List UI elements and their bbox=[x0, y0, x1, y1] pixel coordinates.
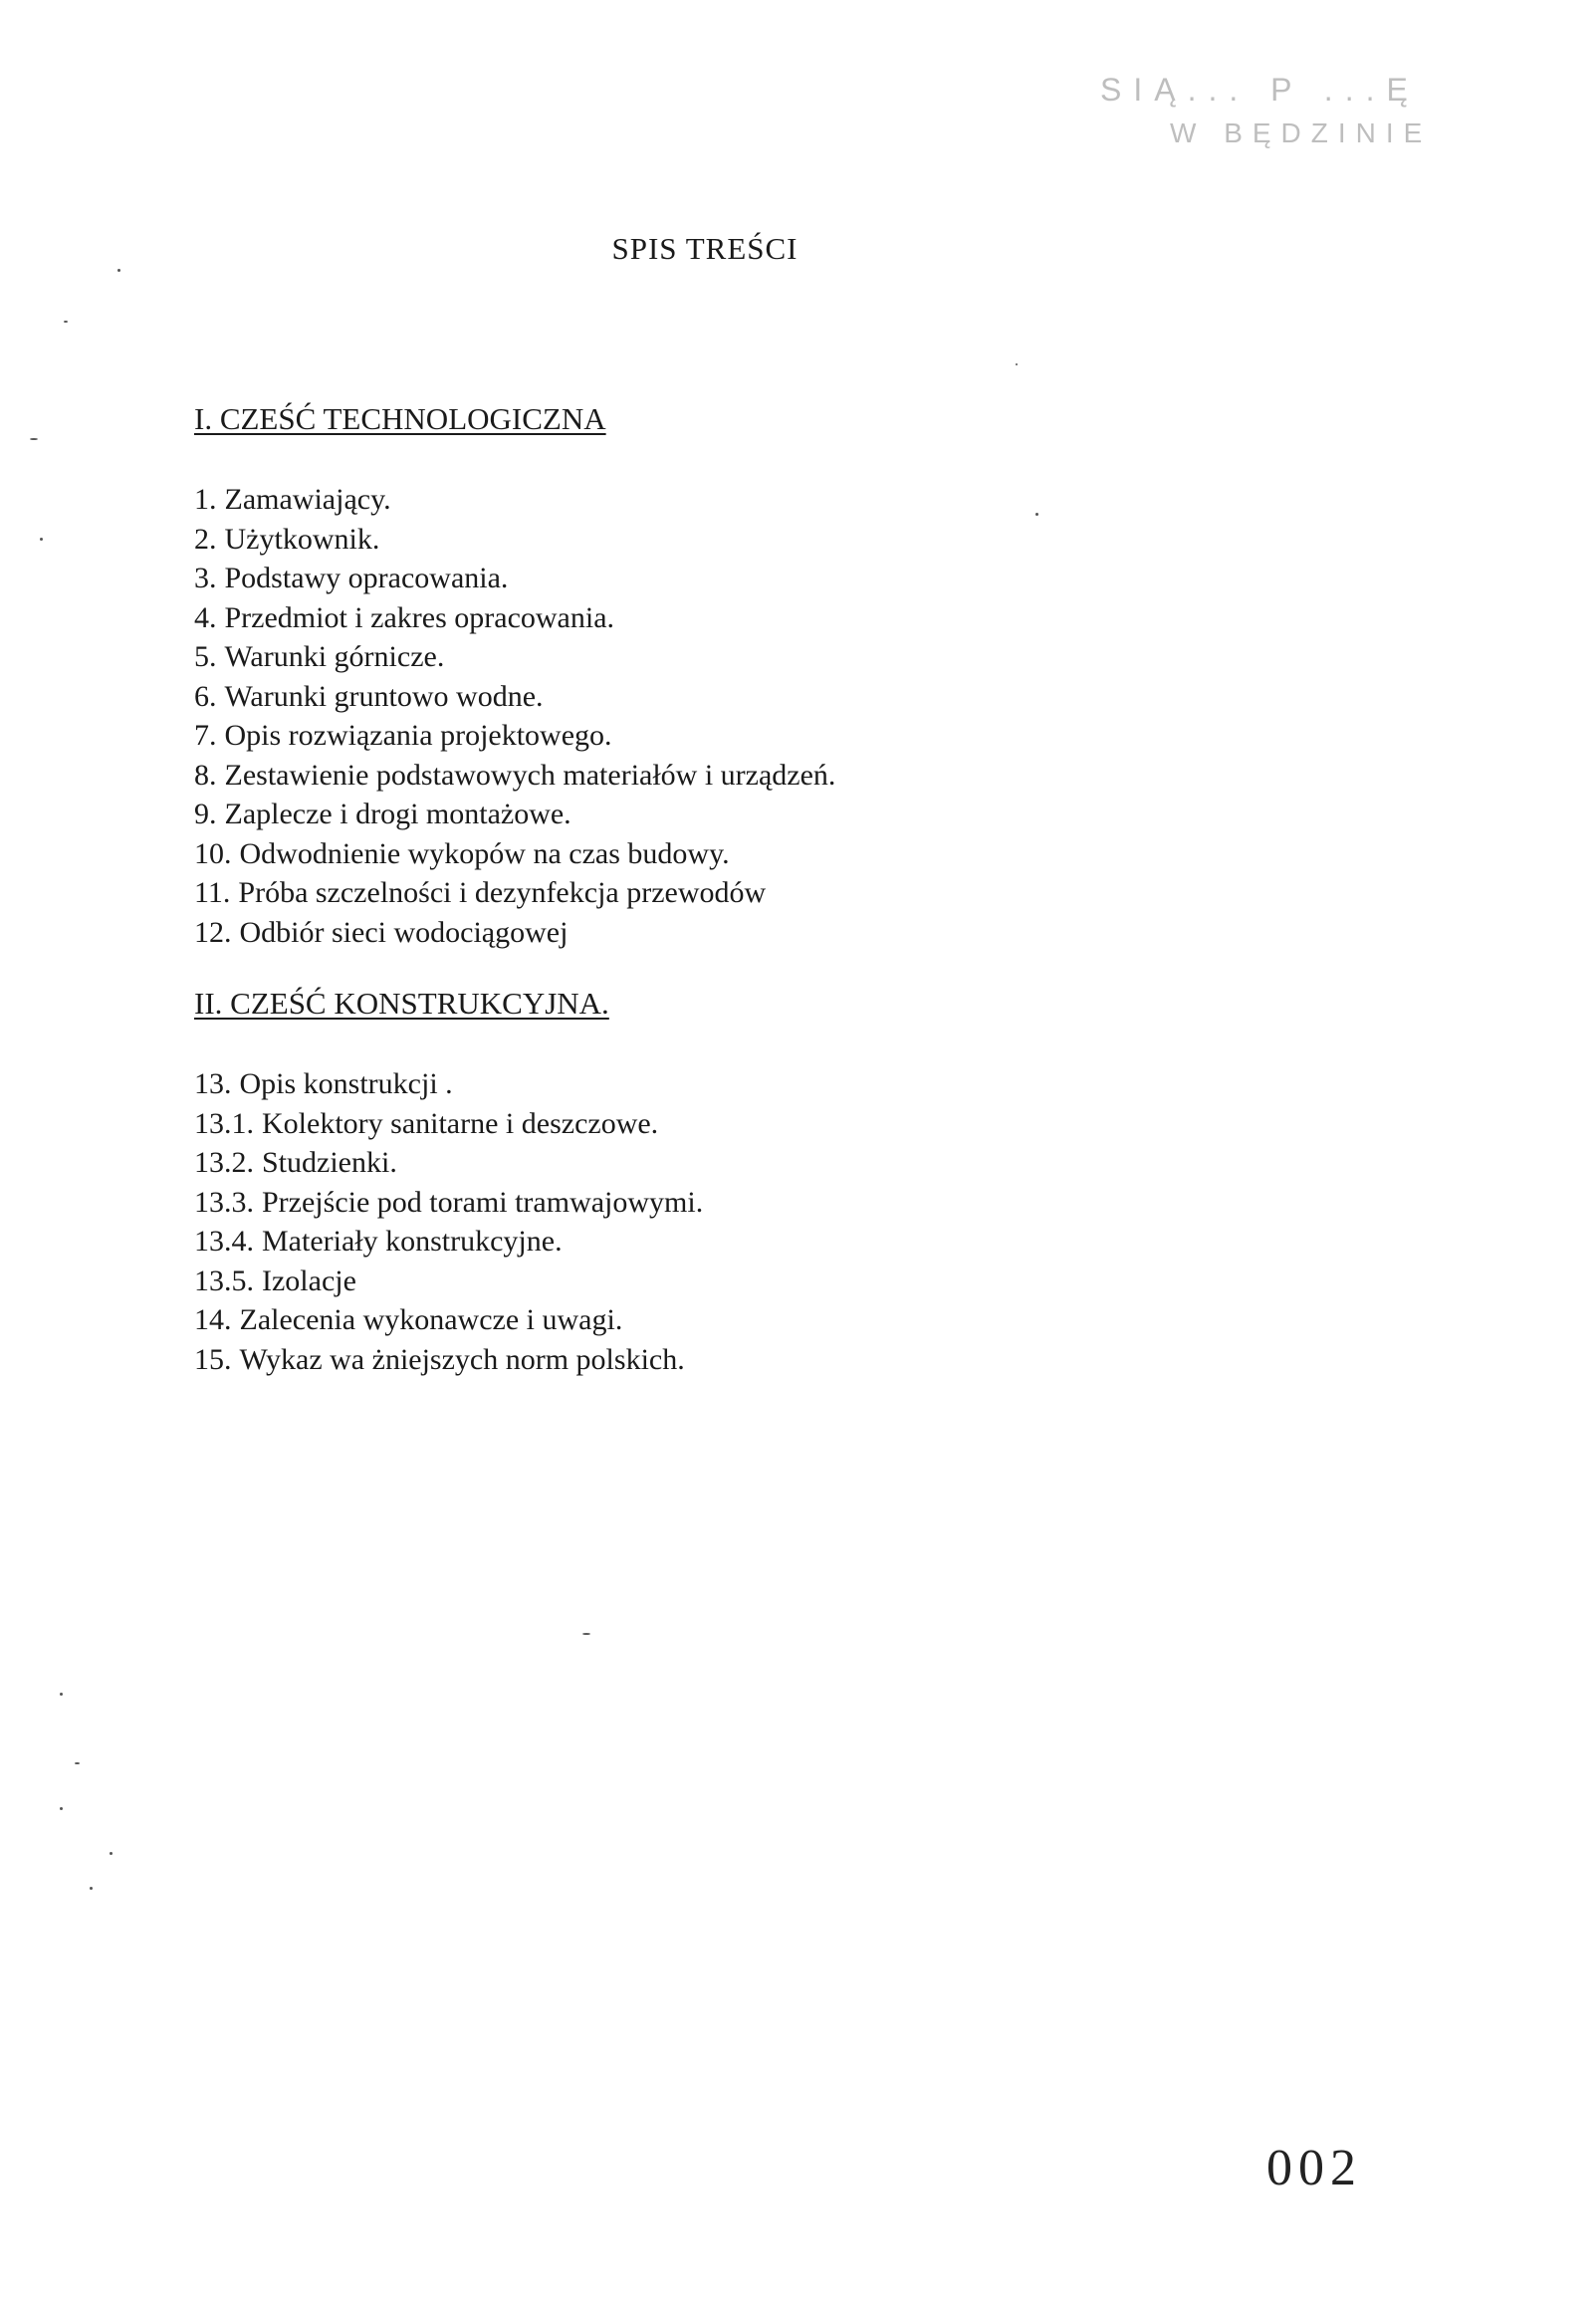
toc-list-technological bbox=[194, 480, 835, 952]
toc-item-text: Opis konstrukcji . bbox=[239, 1067, 453, 1100]
toc-item-number: 13.5. bbox=[194, 1264, 254, 1297]
toc-item-text: Próba szczelności i dezynfekcja przewodów bbox=[238, 876, 767, 909]
toc-item-number: 8. bbox=[194, 758, 217, 792]
toc-item-text: Wykaz wa żniejszych norm polskich. bbox=[239, 1342, 685, 1376]
toc-item-text: Zaplecze i drogi montażowe. bbox=[224, 798, 571, 830]
toc-item-number: 7. bbox=[194, 719, 217, 752]
toc-item-number: 2. bbox=[194, 522, 217, 556]
toc-item-number: 15. bbox=[194, 1342, 232, 1376]
stamp-line-1: SIĄ... P ...Ę bbox=[1100, 72, 1420, 108]
toc-item-number: 11. bbox=[194, 876, 231, 909]
section-heading-construction: II. CZEŚĆ KONSTRUKCYJNA. bbox=[194, 986, 609, 1021]
scan-speck bbox=[117, 269, 120, 272]
toc-item bbox=[194, 1340, 703, 1380]
toc-item-number: 13. bbox=[194, 1067, 232, 1100]
scan-speck bbox=[1035, 513, 1038, 516]
toc-item-number: 10. bbox=[194, 836, 232, 870]
toc-item bbox=[194, 598, 835, 638]
toc-item bbox=[194, 913, 835, 953]
toc-item-number: 14. bbox=[194, 1303, 232, 1336]
toc-item bbox=[194, 637, 835, 677]
scan-speck bbox=[64, 321, 68, 323]
toc-item-number: 5. bbox=[194, 640, 217, 673]
toc-item-text: Izolacje bbox=[262, 1264, 356, 1297]
toc-item-text: Przejście pod torami tramwajowymi. bbox=[262, 1185, 704, 1219]
toc-item bbox=[194, 520, 835, 560]
toc-item-text: Odwodnienie wykopów na czas budowy. bbox=[239, 836, 730, 870]
toc-item-number: 13.3. bbox=[194, 1185, 254, 1219]
scan-speck bbox=[90, 1887, 93, 1890]
toc-item bbox=[194, 1143, 703, 1183]
toc-item-number: 13.1. bbox=[194, 1106, 254, 1140]
stamp-line-2: W BĘDZINIE bbox=[1170, 117, 1433, 148]
scan-speck bbox=[75, 1762, 80, 1764]
section-heading-technological: I. CZEŚĆ TECHNOLOGICZNA bbox=[194, 401, 606, 436]
toc-item-text: Studzienki. bbox=[262, 1146, 397, 1179]
toc-item-number: 12. bbox=[194, 915, 232, 949]
toc-item bbox=[194, 756, 835, 796]
scan-speck bbox=[1016, 363, 1018, 365]
toc-item bbox=[194, 834, 835, 874]
page-number: 002 bbox=[1266, 2140, 1362, 2196]
toc-item-text: Odbiór sieci wodociągowej bbox=[239, 915, 569, 949]
scan-speck bbox=[582, 1633, 590, 1635]
toc-item bbox=[194, 1300, 703, 1340]
toc-item bbox=[194, 716, 835, 756]
scan-speck bbox=[40, 538, 43, 541]
toc-item bbox=[194, 559, 835, 598]
toc-item bbox=[194, 1064, 703, 1104]
toc-item-text: Zestawienie podstawowych materiałów i urządzeń. bbox=[224, 758, 836, 792]
scan-speck bbox=[110, 1852, 113, 1855]
toc-item-text: Materiały konstrukcyjne. bbox=[262, 1225, 563, 1258]
toc-item-number: 9. bbox=[194, 798, 217, 830]
toc-item-text: Warunki górnicze. bbox=[224, 640, 445, 673]
toc-item-number: 4. bbox=[194, 600, 217, 634]
toc-item-text: Przedmiot i zakres opracowania. bbox=[224, 600, 615, 634]
toc-item-text: Kolektory sanitarne i deszczowe. bbox=[262, 1106, 659, 1140]
faded-stamp bbox=[1090, 68, 1469, 167]
toc-item-number: 6. bbox=[194, 679, 217, 713]
toc-item-number: 1. bbox=[194, 483, 217, 516]
scan-speck bbox=[60, 1807, 63, 1810]
toc-item-text: Warunki gruntowo wodne. bbox=[224, 679, 544, 713]
toc-item bbox=[194, 1183, 703, 1223]
document-title: SPIS TREŚCI bbox=[611, 231, 798, 266]
toc-item-text: Podstawy opracowania. bbox=[224, 562, 509, 594]
toc-item bbox=[194, 795, 835, 834]
toc-item-text: Zamawiający. bbox=[224, 483, 391, 516]
toc-list-construction bbox=[194, 1064, 703, 1379]
toc-item bbox=[194, 480, 835, 520]
toc-item-number: 3. bbox=[194, 562, 217, 594]
toc-item bbox=[194, 873, 835, 913]
toc-item bbox=[194, 1104, 703, 1144]
toc-item-text: Użytkownik. bbox=[224, 522, 380, 556]
toc-item bbox=[194, 1262, 703, 1301]
scan-speck bbox=[30, 438, 38, 440]
toc-item-text: Opis rozwiązania projektowego. bbox=[224, 719, 612, 752]
scan-speck bbox=[60, 1693, 63, 1696]
toc-item-number: 13.4. bbox=[194, 1225, 254, 1258]
toc-item bbox=[194, 1222, 703, 1262]
toc-item bbox=[194, 677, 835, 717]
toc-item-number: 13.2. bbox=[194, 1146, 254, 1179]
toc-item-text: Zalecenia wykonawcze i uwagi. bbox=[239, 1303, 623, 1336]
